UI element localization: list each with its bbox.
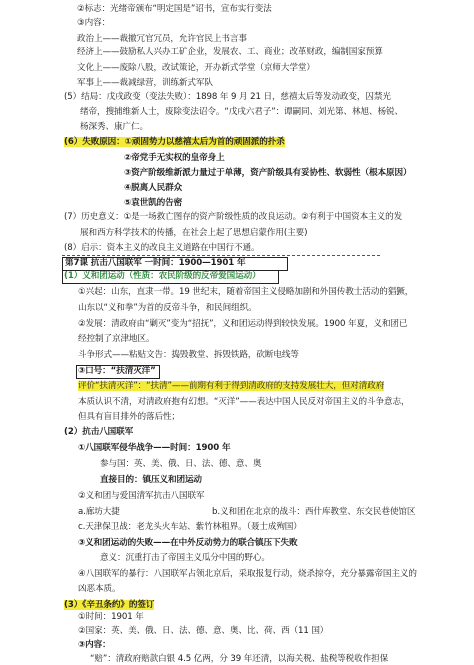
doc-line-16: 展和西方科学技术的传播，在社会上起了思想启蒙作用(主要) [80,228,308,238]
doc-line-2: ③内容： [77,18,111,28]
doc-line-31: 参与国：英、美、俄、日、法、德、意、奥 [100,459,262,469]
doc-line-38: 意义：沉重打击了帝国主义瓜分中国的野心。 [100,553,270,563]
section-divider [62,255,380,256]
doc-line-6: 军事上——裁减绿营，训练新式军队 [77,78,213,88]
doc-line-1: ②标志：光绪帝颁布“明定国是”诏书，宣布实行变法 [77,4,272,14]
doc-line-24: 斗争形式——粘贴文告：捣毁教堂、拆毁铁路，砍断电线等 [78,350,299,360]
doc-line-3: 政治上——裁撤冗官冗员，允许官民上书言事 [77,34,247,44]
treaty-heading: (3）《辛丑条约》的签订 [64,600,155,610]
doc-line-10 [64,137,285,148]
doc-line-39: ④八国联军的暴行：八国联军占领北京后，采取报复行动，烧杀掠夺，充分暴露帝国主义的 [78,569,417,579]
doc-line-40: 凶恶本质。 [78,584,121,594]
doc-line-19: (1）义和团运动（性质：农民阶级的反帝爱国运动） [64,271,261,281]
doc-line-43: ②国家：英、美、俄、日、法、德、意、奥、比、荷、西（11 国） [78,626,329,636]
doc-line-28: 但具有盲目排外的落后性； [78,412,180,422]
doc-line-14: ⑤袁世凯的告密 [124,198,183,208]
doc-line-30: ①八国联军侵华战争——时间：1900 年 [78,443,231,453]
doc-line-36: c.天津保卫战：老龙头火车站、紫竹林租界。（聂士成殉国） [78,522,302,532]
doc-line-41 [64,600,154,611]
doc-line-4: 经济上——鼓励私人兴办工矿企业，发展农、工、商业；改革财政，编制国家预算 [77,47,383,57]
doc-line-9: 杨深秀、康广仁。 [80,122,148,132]
doc-line-45: “赔”：清政府赔款白银 4.5 亿两，分 39 年还清，以海关税、盐税等税收作担保 [90,654,389,664]
doc-line-21: 山东以“义和拳”为首的反帝斗争，和民间组织。 [78,303,257,313]
doc-line-5: 文化上——废除八股，改试策论，开办新式学堂（京师大学堂） [77,63,315,73]
doc-line-17: (8）启示：资本主义的改良主义道路在中国行不通。 [64,243,260,253]
doc-line-15: (7）历史意义：①是一场救亡图存的资产阶级性质的改良运动。②有利于中国资本主义的发 [64,212,403,222]
doc-line-11: ②帝党手无实权的皇帝身上 [124,153,225,163]
doc-line-8: 绪帝，搜捕维新人士，废除变法诏令。“戊戌六君子”：谭嗣同、刘光第、林旭、杨锐、 [80,107,403,117]
doc-line-26 [78,381,384,392]
doc-line-33: ②义和团与爱国清军抗击八国联军 [78,491,205,501]
doc-line-22: ②发展：清政府由“剿灭”变为“招抚”，义和团运动得到较快发展。1900 年夏，义和团已 [78,319,408,329]
doc-line-37: ③义和团运动的失败——在中外反动势力的联合镇压下失败 [78,538,298,548]
doc-line-32: 直接目的：镇压义和团运动 [100,475,202,485]
doc-line-7: (5）结局：戊戌政变（变法失败）：1898 年 9 月 21 日，慈禧太后等发动政变，囚禁光 [64,92,391,102]
doc-line-35: b.义和团在北京的战斗：西什库教堂、东交民巷使馆区 [212,507,416,517]
failure-reasons-highlight: (6）失败原因：①顽固势力以慈禧太后为首的顽固派的扑杀 [64,137,285,147]
lesson-heading: 第7课 抗击八国联军 一时间：1900—1901 年 [65,258,246,268]
doc-line-44: ③内容： [78,640,111,650]
doc-line-25: ③口号：“扶清灭洋” [78,366,156,376]
evaluation-line: 评价“扶清灭洋”：“扶清”——前期有利于得到清政府的支持发展壮大，但对清政府 [78,381,385,391]
doc-line-13: ④脱离人民群众 [124,183,183,193]
doc-line-34: a.廊坊大捷 [78,507,120,517]
doc-line-12: ③资产阶级维新派力量过于单薄，资产阶级具有妥协性、软弱性（根本原因） [124,168,412,178]
doc-line-20: ①兴起：山东，直隶一带。19 世纪末，随着帝国主义侵略加剧和外国传教士活动的猖獗， [78,287,414,297]
doc-line-23: 经控制了京津地区。 [78,334,155,344]
doc-line-27: 本质认识不清，对清政府抱有幻想。“灭洋”——表达中国人民反对帝国主义的斗争意志， [78,397,410,407]
doc-line-42: ①时间：1901 年 [78,612,144,622]
doc-line-29: (2）抗击八国联军 [64,427,134,437]
